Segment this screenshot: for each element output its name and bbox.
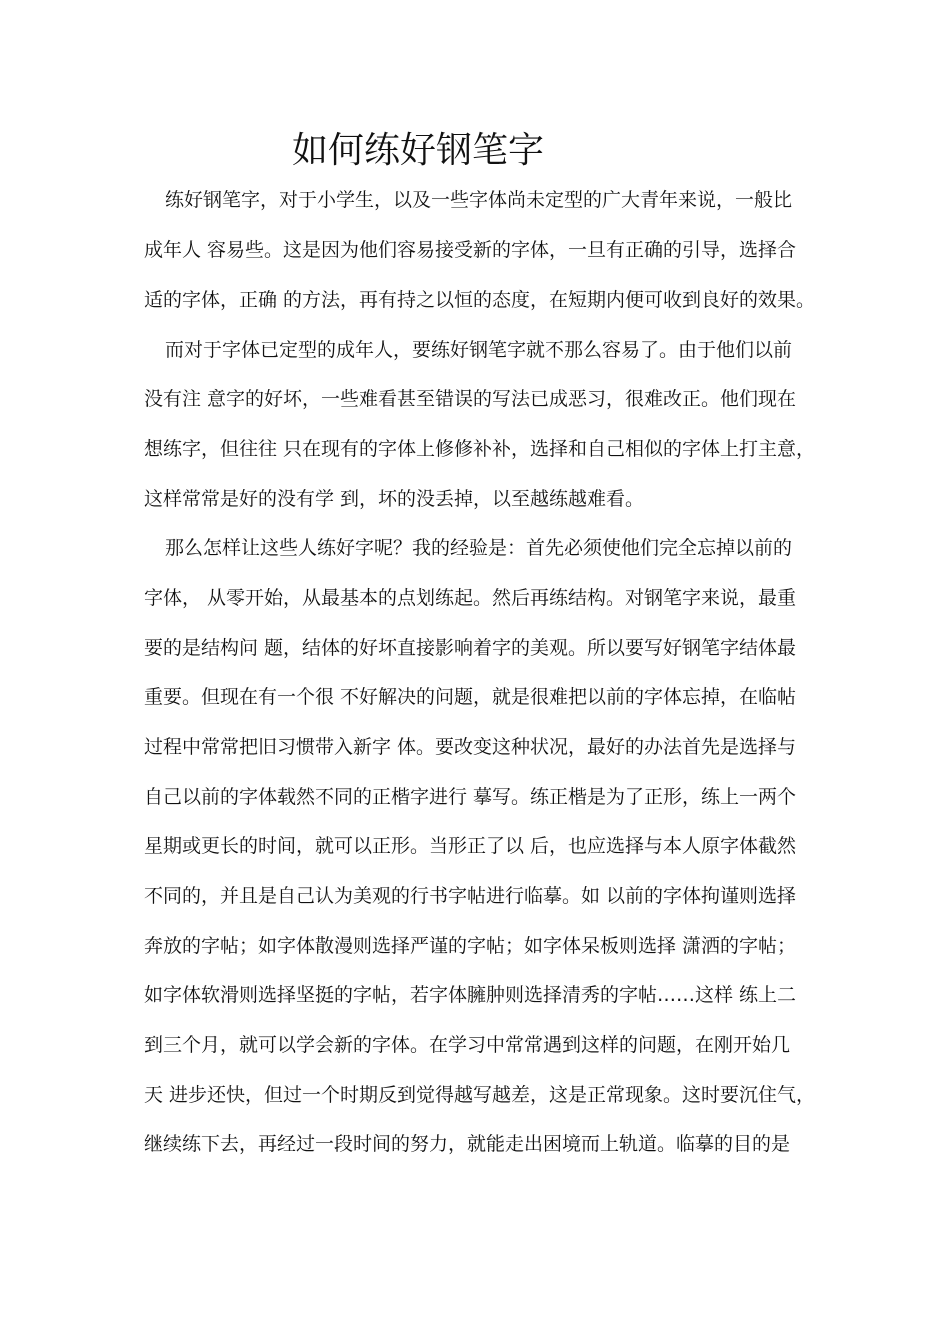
paragraph-line: 要的是结构问 题，结体的好坏直接影响着字的美观。所以要写好钢笔字结体最 (144, 637, 797, 659)
paragraph-line: 这样常常是好的没有学 到，坏的没丢掉，以至越练越难看。 (144, 488, 645, 510)
paragraph-line: 到三个月，就可以学会新的字体。在学习中常常遇到这样的问题，在刚开始几 (144, 1034, 791, 1056)
document-title: 如何练好钢笔字 (292, 130, 545, 171)
paragraph-line: 自己以前的字体载然不同的正楷字进行 摹写。练正楷是为了正形，练上一两个 (144, 786, 797, 808)
paragraph-line: 奔放的字帖；如字体散漫则选择严谨的字帖；如字体呆板则选择 潇洒的字帖； (144, 935, 797, 957)
paragraph-line: 过程中常常把旧习惯带入新字 体。要改变这种状况，最好的办法首先是选择与 (144, 736, 797, 758)
paragraph-line: 成年人 容易些。这是因为他们容易接受新的字体，一旦有正确的引导，选择合 (144, 239, 797, 261)
paragraph-line: 如字体软滑则选择坚挺的字帖，若字体臃肿则选择清秀的字帖……这样 练上二 (144, 984, 797, 1006)
paragraph-line: 继续练下去，再经过一段时间的努力，就能走出困境而上轨道。临摹的目的是 (144, 1133, 791, 1155)
paragraph-line: 天 进步还快，但过一个时期反到觉得越写越差，这是正常现象。这时要沉住气， (144, 1084, 816, 1106)
paragraph-line: 适的字体，正确 的方法，再有持之以恒的态度，在短期内便可收到良好的效果。 (144, 289, 816, 311)
paragraph-line: 那么怎样让这些人练好字呢？我的经验是：首先必须使他们完全忘掉以前的 (165, 537, 793, 559)
paragraph-line: 没有注 意字的好坏，一些难看甚至错误的写法已成恶习，很难改正。他们现在 (144, 388, 797, 410)
paragraph-line: 练好钢笔字，对于小学生，以及一些字体尚未定型的广大青年来说，一般比 (165, 189, 793, 211)
paragraph-line: 重要。但现在有一个很 不好解决的问题，就是很难把以前的字体忘掉，在临帖 (144, 686, 797, 708)
paragraph-line: 字体， 从零开始，从最基本的点划练起。然后再练结构。对钢笔字来说，最重 (144, 587, 797, 609)
paragraph-line: 不同的，并且是自己认为美观的行书字帖进行临摹。如 以前的字体拘谨则选择 (144, 885, 797, 907)
paragraph-line: 星期或更长的时间，就可以正形。当形正了以 后，也应选择与本人原字体截然 (144, 835, 797, 857)
paragraph-line: 想练字，但往往 只在现有的字体上修修补补，选择和自己相似的字体上打主意， (144, 438, 816, 460)
paragraph-line: 而对于字体已定型的成年人，要练好钢笔字就不那么容易了。由于他们以前 (165, 339, 793, 361)
